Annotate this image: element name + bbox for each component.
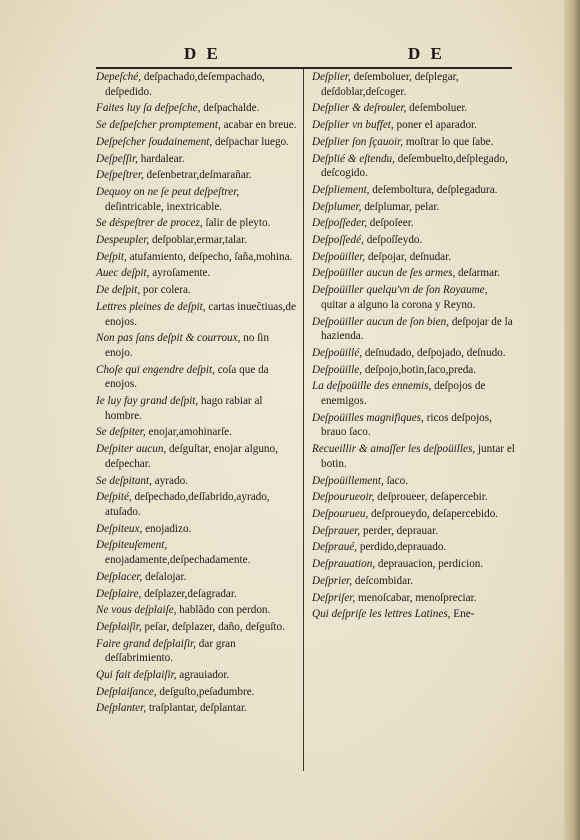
entry-headword: Deſplier vn buffet,: [312, 119, 394, 132]
entry-translation: hardalear.: [140, 152, 185, 165]
dictionary-entry: [312, 200, 516, 215]
entry-headword: Recueillir & amaſſer les deſpoüilles,: [312, 443, 476, 456]
dictionary-entry: [96, 522, 298, 537]
entry-headword: Deſpoüiller aucun de ſes armes,: [312, 267, 456, 280]
entry-headword: Se déspeſtrer de procez,: [96, 217, 203, 230]
entry-translation: deſpechado,deſſabrido,ayrado, atuſado.: [105, 491, 270, 518]
entry-headword: Faire grand deſplaiſir,: [96, 637, 196, 650]
entry-translation: acabar en breue.: [223, 119, 297, 132]
entry-translation: Ene-: [453, 608, 475, 621]
dictionary-entry: [96, 587, 298, 602]
entry-headword: Se deſpiter,: [96, 426, 146, 439]
dictionary-entry: [312, 183, 516, 198]
dictionary-entry: [96, 603, 298, 618]
entry-headword: De deſpit,: [96, 284, 141, 297]
entry-headword: Deſpoſſeder,: [312, 217, 367, 230]
entry-translation: deſpojos de enemigos.: [321, 380, 486, 408]
entry-translation: enojadamente,deſpechadamente.: [105, 554, 251, 567]
dictionary-entry: [96, 152, 298, 167]
entry-headword: Se deſpitant,: [96, 474, 152, 487]
dictionary-entry: [312, 315, 516, 344]
entry-headword: Auec deſpit,: [96, 267, 150, 280]
entry-translation: deſpoſſeydo.: [366, 234, 423, 247]
entry-translation: deſalojar.: [145, 570, 187, 583]
entry-headword: Deſpeſtrer,: [96, 169, 144, 182]
entry-headword: Ie luy fay grand deſpit,: [96, 395, 199, 408]
entry-translation: traſplantar, deſplantar.: [148, 702, 247, 715]
dictionary-entry: [312, 70, 516, 99]
entry-translation: enojadizo.: [145, 522, 192, 535]
dictionary-entry: [96, 637, 298, 666]
entry-headword: Deſpité,: [96, 491, 132, 504]
dictionary-entry: [312, 346, 516, 361]
dictionary-entry: [312, 557, 516, 572]
entry-translation: cartas inueĉtiuas,de enojos.: [105, 300, 296, 328]
dictionary-entry: [96, 266, 298, 281]
entry-headword: Deſpourueoir,: [312, 491, 375, 504]
entry-headword: Deſplumer,: [312, 200, 362, 213]
dictionary-entry: [96, 185, 298, 214]
dictionary-entry: [96, 620, 298, 635]
entry-translation: perdido,deprauado.: [359, 541, 447, 554]
dictionary-entry: [312, 233, 516, 248]
entry-headword: Deſplaiſir,: [96, 620, 142, 633]
dictionary-entry: [96, 394, 298, 423]
dictionary-entry: [96, 216, 298, 231]
dictionary-entry: [312, 250, 516, 265]
entry-translation: deſnudado, deſpojado, deſnudo.: [364, 346, 506, 359]
entry-headword: Despeupler,: [96, 234, 150, 247]
dictionary-entry: [96, 425, 298, 440]
entry-translation: deſplazer,deſagradar.: [144, 587, 237, 600]
entry-headword: Deſplacer,: [96, 570, 143, 583]
entry-translation: deſpojo,botin,ſaco,preda.: [364, 363, 477, 376]
entry-headword: Lettres pleines de deſpit,: [96, 300, 206, 313]
dictionary-entry: [96, 300, 298, 329]
entry-headword: Deſpraué,: [312, 541, 358, 554]
entry-translation: deſarmar.: [458, 267, 500, 280]
entry-headword: Deſpoſſedé,: [312, 234, 364, 247]
entry-headword: Deſpoüiller quelqu'vn de ſon Royaume,: [312, 284, 488, 297]
dictionary-entry: [96, 570, 298, 585]
dictionary-entry: [312, 363, 516, 378]
entry-translation: deſpachar luego.: [215, 135, 289, 148]
entry-translation: menoſcabar, menoſpreciar.: [358, 591, 477, 604]
entry-translation: juntar el botin.: [321, 443, 515, 470]
entry-headword: Deſpourueu,: [312, 507, 369, 520]
dictionary-entry: [96, 490, 298, 519]
entry-headword: Deſplaiſance,: [96, 685, 157, 698]
dictionary-entry: [96, 442, 298, 471]
entry-translation: peſar, deſplazer, daño, deſguſto.: [144, 620, 285, 633]
entry-headword: Deſpiteux,: [96, 522, 143, 535]
entry-headword: Qui fait deſplaiſir,: [96, 669, 177, 682]
entry-translation: hago rabiar al hombre.: [105, 395, 263, 422]
dictionary-entry: [312, 379, 516, 408]
entry-translation: deſembuelto,deſplegado, deſcogido.: [321, 152, 508, 180]
dictionary-entry: [312, 216, 516, 231]
entry-translation: deſpachalde.: [203, 102, 260, 115]
entry-headword: Qui deſpriſe les lettres Latines,: [312, 608, 451, 621]
entry-translation: ſaco.: [386, 474, 409, 487]
entry-headword: Deſplier,: [312, 71, 351, 83]
entry-headword: Deſpiteuſement,: [96, 539, 168, 552]
right-column: [312, 70, 516, 624]
entry-translation: hablãdo con perdon.: [179, 604, 271, 617]
entry-translation: deſpoſeer.: [369, 217, 414, 230]
dictionary-entry: [312, 135, 516, 150]
entry-headword: Faites luy ſa deſpeſche,: [96, 102, 201, 115]
entry-headword: Deſprauation,: [312, 558, 376, 571]
dictionary-entry: [96, 101, 298, 116]
entry-translation: deſguſto,peſadumbre.: [159, 685, 255, 698]
dictionary-entry: [96, 250, 298, 265]
dictionary-entry: [96, 70, 298, 99]
entry-headword: Deſpoüille,: [312, 363, 363, 376]
entry-translation: moſtrar lo que ſabe.: [405, 135, 494, 148]
dictionary-entry: [312, 507, 516, 522]
entry-headword: Deſpoüiller,: [312, 250, 366, 263]
dictionary-entry: [96, 685, 298, 700]
left-column-header: D E: [184, 44, 221, 63]
entry-translation: deſpojar de la hazienda.: [321, 315, 513, 343]
dictionary-entry: [312, 591, 516, 606]
entry-translation: quitar a alguno la corona y Reyno.: [321, 298, 476, 311]
entry-headword: Deſpoüillé,: [312, 346, 363, 359]
entry-headword: Deſpliement,: [312, 183, 370, 196]
dictionary-entry: [96, 283, 298, 298]
dictionary-entry: [96, 135, 298, 150]
entry-translation: atufamiento, deſpecho, ſaña,mohina.: [129, 250, 293, 263]
entry-headword: Deſplier ſon ſçauoir,: [312, 135, 404, 148]
entry-translation: deſemboltura, deſplegadura.: [372, 183, 498, 196]
dictionary-entry: [312, 607, 516, 622]
entry-translation: perder, deprauar.: [362, 524, 438, 537]
entry-headword: Deſpoüillement,: [312, 474, 384, 487]
entry-headword: La deſpoüille des ennemis,: [312, 380, 432, 393]
entry-translation: enojar,amohinarſe.: [148, 426, 232, 439]
entry-translation: deſproueydo, deſapercebido.: [371, 507, 499, 520]
entry-translation: no ſin enojo.: [105, 332, 269, 359]
header-rule: [96, 67, 512, 69]
entry-headword: Se deſpeſcher promptement,: [96, 119, 221, 132]
entry-headword: Deſprauer,: [312, 524, 361, 537]
entry-headword: Non pas ſans deſpit & courroux,: [96, 332, 241, 345]
dictionary-entry: [312, 524, 516, 539]
dictionary-entry: [96, 538, 298, 567]
entry-translation: deſguſtar, enojar alguno, deſpechar.: [105, 443, 278, 470]
dictionary-entry: [96, 668, 298, 683]
entry-translation: deſintricable, inextricable.: [105, 200, 223, 213]
dictionary-entry: [312, 574, 516, 589]
entry-translation: ayroſamente.: [152, 267, 211, 280]
dictionary-entry: [96, 363, 298, 392]
page-gutter-shadow: [564, 0, 580, 840]
dictionary-entry: [96, 168, 298, 183]
entry-headword: Deſprier,: [312, 574, 353, 587]
dictionary-entry: [312, 540, 516, 555]
entry-headword: Deſpiter aucun,: [96, 443, 167, 456]
dictionary-entry: [312, 152, 516, 181]
left-column: [96, 70, 298, 718]
entry-headword: Deſpoüilles magnifiques,: [312, 411, 424, 424]
dictionary-entry: [96, 474, 298, 489]
dictionary-entry: [312, 118, 516, 133]
entry-translation: deſemboluer.: [409, 102, 468, 115]
entry-translation: deprauacion, perdicion.: [377, 558, 484, 571]
dictionary-entry: [96, 331, 298, 360]
entry-headword: Depeſché,: [96, 71, 142, 83]
dictionary-entry: [312, 283, 516, 312]
dictionary-entry: [312, 474, 516, 489]
dictionary-entry: [312, 442, 516, 471]
entry-translation: ricos deſpojos, brauo ſaco.: [321, 411, 492, 439]
dictionary-entry: [312, 266, 516, 281]
running-header: [96, 44, 512, 66]
entry-translation: ayrado.: [154, 474, 188, 487]
dictionary-entry: [312, 101, 516, 116]
entry-headword: Deſplaire,: [96, 587, 142, 600]
entry-headword: Ne vous deſplaiſe,: [96, 604, 177, 617]
entry-translation: deſpoblar,ermar,talar.: [151, 234, 248, 247]
entry-translation: por colera.: [142, 284, 191, 297]
entry-translation: deſpojar, deſnudar.: [367, 250, 452, 263]
entry-headword: Deſplié & eſtendu,: [312, 152, 395, 165]
entry-translation: deſenbetrar,deſmarañar.: [146, 169, 252, 182]
entry-headword: Deſpriſer,: [312, 591, 356, 604]
dictionary-entry: [96, 701, 298, 716]
entry-headword: Deſplier & deſrouler,: [312, 102, 407, 115]
entry-headword: Deſpoüiller aucun de ſon bien,: [312, 315, 450, 328]
entry-translation: deſcombidar.: [354, 574, 413, 587]
entry-translation: deſemboluer, deſplegar, deſdoblar,deſcoger.: [321, 71, 459, 98]
dictionary-entry: [312, 411, 516, 440]
dictionary-entry: [96, 233, 298, 248]
entry-headword: Deſpit,: [96, 250, 127, 263]
entry-headword: Dequoy on ne ſe peut deſpeſtrer,: [96, 185, 240, 198]
entry-translation: coſa que da enojos.: [105, 363, 269, 391]
right-column-header: D E: [408, 44, 445, 63]
dictionary-entry: [96, 118, 298, 133]
dictionary-entry: [312, 490, 516, 505]
entry-translation: poner el aparador.: [396, 119, 477, 132]
entry-headword: Deſplanter,: [96, 702, 147, 715]
entry-headword: Deſpeſſir,: [96, 152, 138, 165]
entry-translation: agrauiador.: [179, 669, 230, 682]
entry-headword: Choſe qui engendre deſpit,: [96, 363, 215, 376]
entry-translation: deſplumar, pelar.: [364, 200, 440, 213]
column-divider: [303, 69, 304, 771]
entry-translation: deſproueer, deſapercebir.: [377, 491, 488, 504]
entry-translation: dar gran deſſabrimiento.: [105, 637, 236, 665]
entry-translation: deſpachado,deſempachado, deſpedido.: [105, 71, 265, 98]
entry-translation: ſalir de pleyto.: [205, 217, 271, 230]
entry-headword: Deſpeſcher ſoudainement,: [96, 135, 213, 148]
